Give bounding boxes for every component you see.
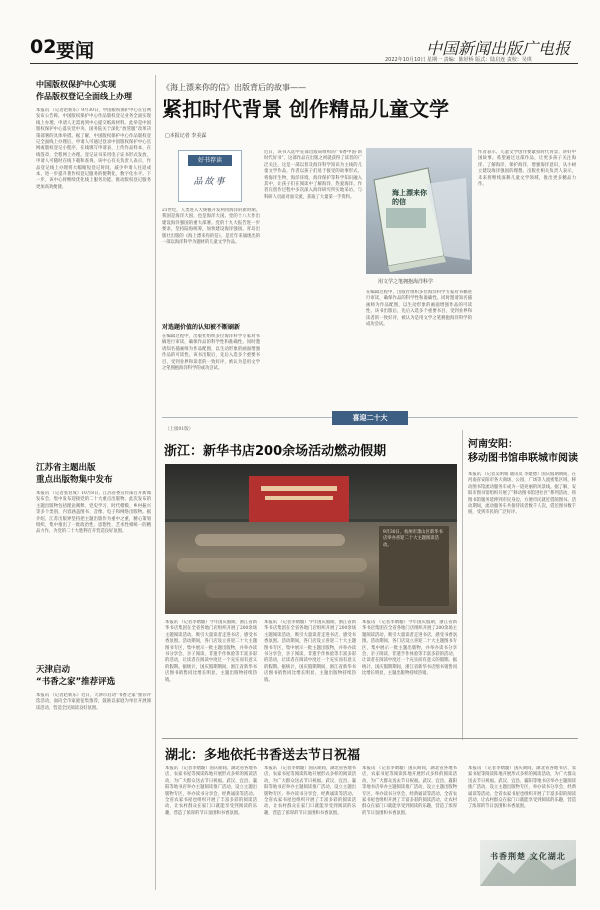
editor-credit: 责编：陈妤桥 — [443, 57, 474, 63]
zhejiang-tag: （上接01版） — [165, 427, 194, 432]
hubei-body-col3: 本报讯 （记者李婧璇）国庆期间，湖北省各地书店、农家书屋等阅读阵地开展形式多样的阅读活动，为广大群众送去节日祝福。武汉、宜昌、襄阳等地书店举办主题阅读推广活动，设立主题出版物专区，举办读书分享会、经典诵读等活动。全省农家书屋也组织开展了丰富多彩的阅读活动，让农村群众在家门口就能享受到阅读的乐趣，营造了浓厚的节日氛围和书香氛围。 — [362, 766, 457, 816]
henan-body: 本报讯 （记者吴明娟 通讯员 李建德）国庆假期期间，在河南省安阳市各大商场、公园、广场等人流密集区域，移动图书馆流动服务车成为一道亮丽的风景线。据了解，安阳市图书馆组织开展了“移动图书馆进社区”系列活动，将图书馆服务延伸到市民身边，方便市民就近借阅图书。活动期间，流动服务车共接待读者数千人次，借还图书数千册，受到市民的广泛好评。 — [468, 472, 576, 516]
zhejiang-photo — [165, 464, 457, 614]
page-number: 02 — [30, 36, 57, 58]
zhejiang-body-col1: 本报讯 （记者李婧璇）今年国庆假期，浙江省新华书店集团在全省各地门店组织开展了200余场主题阅读活动，吸引大量读者走进书店，感受书香氛围。活动期间，各门店设立喜迎二十大主题图书专区，集中展示一批主题出版物，并举办读书分享会、亲子阅读、非遗手作体验等丰富多彩的活动，让读者在阅读中度过一个充实而有意义的假期。据统计，国庆假期期间，浙江省新华书店图书销售同比增长明显，主题出版物持续热销。 — [165, 620, 257, 683]
feature-subheading: 对选题价值的认知被不断刷新 — [162, 324, 241, 331]
banner-label: 喜迎二十大 — [332, 411, 408, 425]
column-badge — [178, 150, 242, 202]
proof-credit: 责校：吴琪 — [506, 57, 532, 63]
zhejiang-headline: 浙江：新华书店200余场活动燃动假期 — [164, 444, 387, 459]
issue-date: 2022年10月10日 — [385, 57, 426, 63]
masthead-rule — [30, 63, 578, 64]
left-article-3-title: 天津启动 “书香之家”推荐评选 — [36, 665, 116, 687]
feature-body-col1: 21世纪，人类进入大规模开发利用海洋的新时期。我国是海洋大国，也是海洋大国。党的十八大作出建设海洋强国的重大部署。党的十九大报告进一步要求，坚持陆海统筹，加快建设海洋强国。青岛出版社出版的《海上漂来你的信》，是近年来涌现出的一部以海洋科学为题材的儿童文学作品。 — [162, 208, 260, 246]
hubei-top-rule — [162, 738, 578, 739]
zhejiang-photo-caption: 9月30日，杭州市萧山区新华书店举办喜迎二十大主题阅读活动。 — [383, 530, 443, 548]
left-article-3-body: 本报讯 （记者赵新乐）近日，天津市启动“书香之家”推荐评选活动，面向全市家庭征集推荐，鼓励以家庭为单位开展阅读活动，营造全民阅读良好氛围。 — [36, 693, 151, 711]
book-photo — [366, 148, 472, 274]
feature-byline: □本报记者 李美霖 — [165, 133, 207, 139]
book-illustration — [366, 148, 472, 274]
feature-body-col1b: 在编辑过程中，出版社组织多位海洋科学专家对书稿进行审读，确保作品的科学性和准确性。同时邀请知名插画师为作品配图，以生动形象的画面增强作品的可读性。该书出版后，先后入选多个重要书目，受到业界和读者的一致好评，被认为是用文学之笔拥抱海洋科学的成功尝试。 — [162, 334, 260, 372]
feature-body-col2: 近日，该书入选中宣部出版局组织的“书香中国·新时代好书”，这部作品在出版之初就获得了读者的广泛关注。这是一部以普及海洋科学知识为主线的儿童文学作品，作者以孩子们易于接受的故事形式，将海洋生物、海洋环境、海洋保护等科学知识融入其中，让孩子们在阅读中了解海洋、热爱海洋。作者在创作过程中多次深入海洋研究所实地采访，与科研人员面对面交流，获取了大量第一手资料。 — [264, 150, 362, 200]
issue-weekday: 星期一 — [427, 57, 443, 63]
zhejiang-body-col2: 本报讯 （记者李婧璇）今年国庆假期，浙江省新华书店集团在全省各地门店组织开展了200余场主题阅读活动，吸引大量读者走进书店，感受书香氛围。活动期间，各门店设立喜迎二十大主题图书专区，集中展示一批主题出版物，并举办读书分享会、亲子阅读、非遗手作体验等丰富多彩的活动，让读者在阅读中度过一个充实而有意义的假期。据统计，国庆假期期间，浙江省新华书店图书销售同比增长明显，主题出版物持续热销。 — [264, 620, 356, 683]
hubei-body-col2: 本报讯 （记者李婧璇）国庆期间，湖北省各地书店、农家书屋等阅读阵地开展形式多样的阅读活动，为广大群众送去节日祝福。武汉、宜昌、襄阳等地书店举办主题阅读推广活动，设立主题出版物专区，举办读书分享会、经典诵读等活动。全省农家书屋也组织开展了丰富多彩的阅读活动，让农村群众在家门口就能享受到阅读的乐趣，营造了浓厚的节日氛围和书香氛围。 — [264, 766, 356, 816]
feature-body-col2b: 在编辑过程中，出版社组织多位海洋科学专家对书稿进行审读，确保作品的科学性和准确性。同时邀请知名插画师为作品配图，以生动形象的画面增强作品的可读性。该书出版后，先后入选多个重要书目，受到业界和读者的一致好评，被认为是用文学之笔拥抱海洋科学的成功尝试。 — [366, 290, 472, 328]
landscape-icon — [480, 840, 576, 886]
layout-credit: 版式：陆启连 — [475, 57, 506, 63]
feature-body-col4: 作者表示，儿童文学创作要紧扣时代背景，讲好中国故事。希望通过这部作品，让更多孩子关注海洋、了解海洋、保护海洋，增强海洋意识，从小树立建设海洋强国的理想。出版社相关负责人表示，未来将继续深耕儿童文学领域，推出更多精品力作。 — [478, 150, 576, 188]
column-badge-subtitle: 品故事 — [193, 177, 227, 187]
henan-divider — [462, 430, 463, 740]
column-badge-title: 好书荐读 — [188, 155, 232, 166]
feature-kicker: 《海上漂来你的信》出版背后的故事—— — [162, 83, 306, 92]
zhejiang-body-col3: 本报讯 （记者李婧璇）今年国庆假期，浙江省新华书店集团在全省各地门店组织开展了200余场主题阅读活动，吸引大量读者走进书店，感受书香氛围。活动期间，各门店设立喜迎二十大主题图书专区，集中展示一批主题出版物，并举办读书分享会、亲子阅读、非遗手作体验等丰富多彩的活动，让读者在阅读中度过一个充实而有意义的假期。据统计，国庆假期期间，浙江省新华书店图书销售同比增长明显，主题出版物持续热销。 — [362, 620, 457, 677]
left-article-1-title: 中国版权保护中心实现 作品版权登记全面线上办理 — [36, 80, 132, 101]
paper-name: 中国新闻出版广电报 — [426, 39, 571, 58]
left-article-1-body: 本报讯 （记者赵新乐）9月30日，中国版权保护中心在官网发布公告称，中国版权保护中心作品版权登记业务全面实现线上办理，申请人无需再到中心提交纸质材料。此举是中国版权保护中心落实党中央、国务院关于深化“放管服”改革决策部署的具体举措。据了解，中国版权保护中心作品版权登记全面线上办理后，申请人可通过登录中国版权保护中心官网或版权登记小程序，在线填写申请表、上传作品样本、在线签章，全程网上办理。登记证书采用电子证书形式发放，申请人可随时在线下载和查询。该中心有关负责人表示，作品登记线上办理将大幅缩短登记时间，减少申请人往返成本，进一步提升著作权登记服务的便利化、数字化水平。下一步，该中心将继续优化线上服务功能，推动版权登记服务更加高效便捷。 — [36, 108, 151, 190]
henan-headline: 河南安阳： 移动图书馆串联城市阅读 — [468, 439, 578, 464]
hubei-body-col4: 本报讯 （记者李婧璇）国庆期间，湖北省各地书店、农家书屋等阅读阵地开展形式多样的阅读活动，为广大群众送去节日祝福。武汉、宜昌、襄阳等地书店举办主题阅读推广活动，设立主题出版物专区，举办读书分享会、经典诵读等活动。全省农家书屋也组织开展了丰富多彩的阅读活动，让农村群众在家门口就能享受到阅读的乐趣，营造了浓厚的节日氛围和书香氛围。 — [468, 766, 576, 810]
masthead-info — [385, 56, 532, 63]
corner-logo — [480, 840, 576, 886]
left-article-2-title: 江苏省主题出版 重点出版物集中发布 — [36, 463, 113, 485]
hubei-body-col1: 本报讯 （记者李婧璇）国庆期间，湖北省各地书店、农家书屋等阅读阵地开展形式多样的阅读活动，为广大群众送去节日祝福。武汉、宜昌、襄阳等地书店举办主题阅读推广活动，设立主题出版物专区，举办读书分享会、经典诵读等活动。全省农家书屋也组织开展了丰富多彩的阅读活动，让农村群众在家门口就能享受到阅读的乐趣，营造了浓厚的节日氛围和书香氛围。 — [165, 766, 257, 816]
feature-headline: 紧扣时代背景 创作精品儿童文学 — [162, 97, 449, 121]
section-title: 要闻 — [56, 40, 95, 62]
left-article-2-body: 本报讯 （记者张君成）10月8日，江苏省委宣传部召开新闻发布会，集中发布迎接党的二十大重点出版物。此次发布的主题出版物包括理论阐释、党史学习、时代楷模、乡村振兴等多个类别，内容涵盖图书、音像、电子和网络出版物。据介绍，江苏出版界坚持把主题出版作为重中之重，精心策划组织，集中推出了一批政治性、思想性、艺术性相统一的精品力作，为党的二十大胜利召开营造良好氛围。 — [36, 491, 151, 535]
corner-logo-text: 书香荆楚 文化湖北 — [490, 851, 566, 861]
book-title-on-cover: 海上漂来你的信 — [392, 188, 427, 206]
photo-caption: 用文学之笔拥抱海洋科学 — [378, 279, 434, 285]
banner-bar — [162, 410, 578, 426]
left-column-divider — [155, 75, 156, 890]
hubei-headline: 湖北：多地依托书香送去节日祝福 — [165, 748, 361, 763]
